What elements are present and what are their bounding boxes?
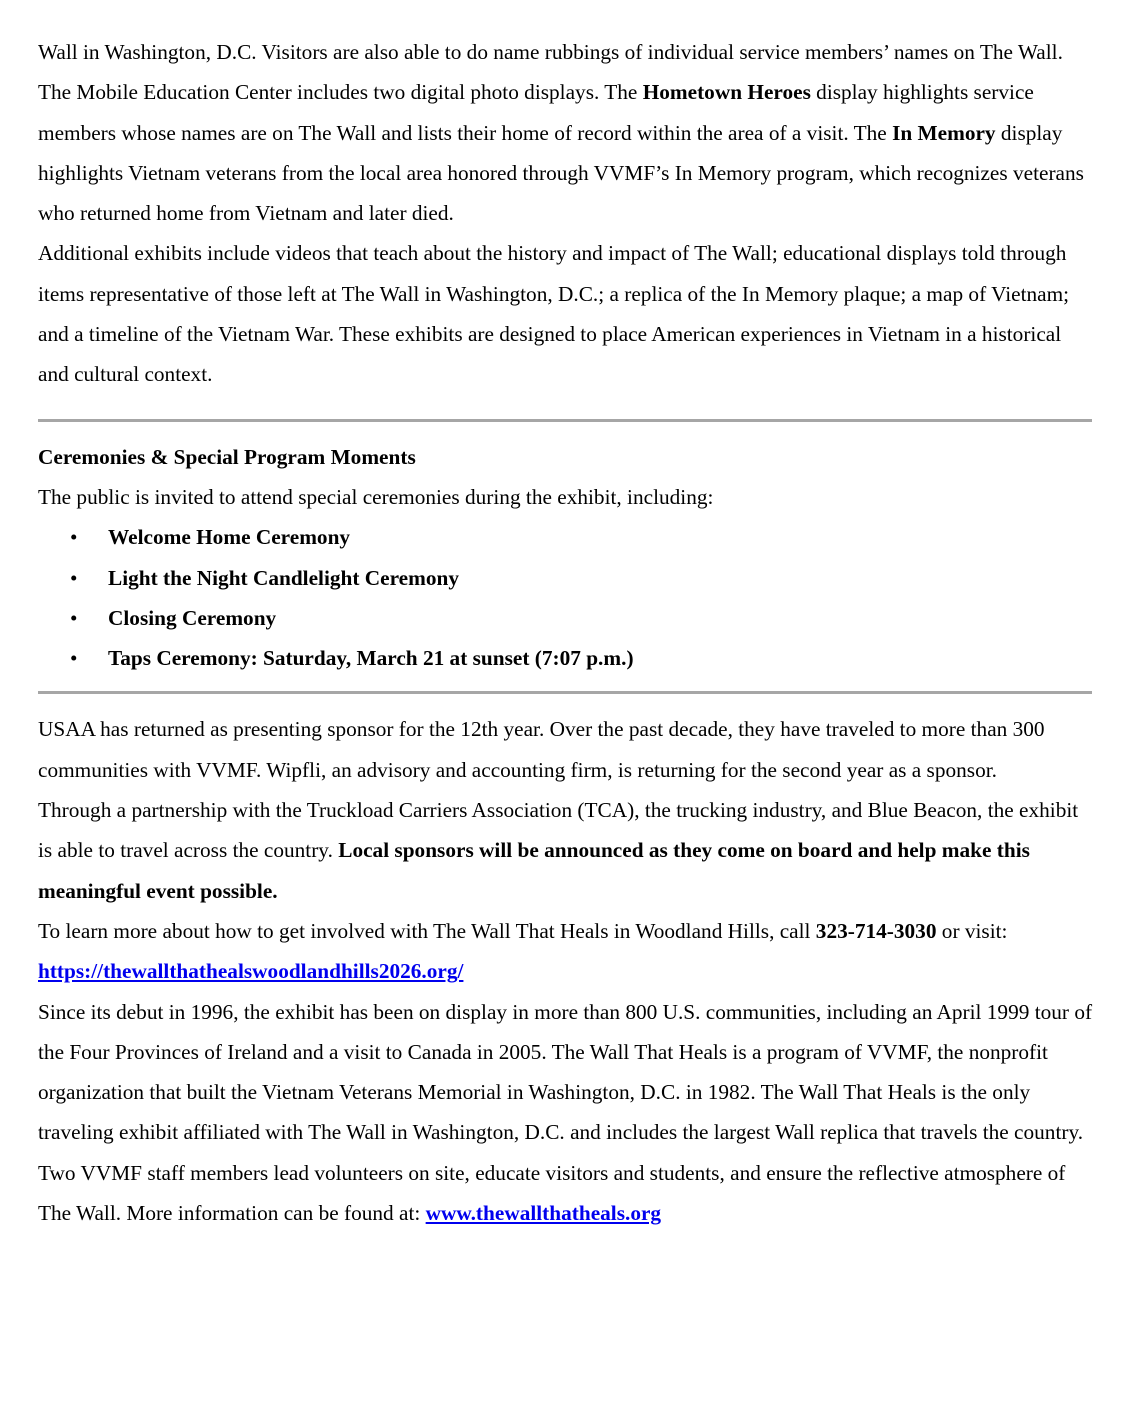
- text-run: or visit:: [936, 918, 1008, 943]
- sponsors-paragraph: USAA has returned as presenting sponsor for the 12th year. Over the past decade, they have traveled to more than 300 communities with VVMF. Wipfli, an advisory and accounting firm, is returning for the second year as a sponsor.: [38, 717, 1045, 782]
- ceremonies-intro: The public is invited to attend special ceremonies during the exhibit, including:: [38, 484, 714, 509]
- ceremony-list: [38, 517, 1096, 678]
- list-item: [38, 638, 1096, 678]
- history-paragraph: Since its debut in 1996, the exhibit has been on display in more than 800 U.S. communities, including an April 1999 tour of the Four Provinces of Ireland and a visit to Canada in 2005. The Wall That Heals is a program of VVMF, the nonprofit organization that built the Vietnam Veterans Memorial in Washington, D.C. in 1982. The Wall That Heals is the only traveling exhibit affiliated with The Wall in Washington, D.C. and includes the largest Wall replica that travels the country.: [38, 999, 1093, 1145]
- ceremonies-heading: Ceremonies & Special Program Moments: [38, 444, 416, 469]
- ceremony-name: Taps Ceremony: Saturday, March 21 at sunset (7:07 p.m.): [108, 646, 634, 671]
- hometown-heroes-label: Hometown Heroes: [642, 80, 811, 105]
- staff-paragraph: [38, 1153, 1096, 1234]
- intro-paragraph-2: [38, 72, 1096, 233]
- text-run: Through a partnership with the Truckload Carriers Association (TCA), the trucking industry, and Blue Beacon, the exhibit is able to travel across the country.: [38, 798, 1079, 863]
- bullet-icon: •: [70, 565, 78, 590]
- intro-paragraph-1: Wall in Washington, D.C. Visitors are also able to do name rubbings of individual service members’ names on The Wall.: [38, 40, 1063, 64]
- ceremony-name: Closing Ceremony: [108, 605, 277, 630]
- text-run: To learn more about how to get involved with The Wall That Heals in Woodland Hills, call: [38, 918, 816, 943]
- ceremony-name: Light the Night Candlelight Ceremony: [108, 565, 460, 590]
- local-sponsors-note: Local sponsors will be announced as they come on board and help make this meaningful event possible.: [38, 838, 1030, 903]
- text-run: Two VVMF staff members lead volunteers on site, educate visitors and students, and ensure the reflective atmosphere of The Wall. More information can be found at:: [38, 1160, 1066, 1226]
- document-page: [38, 32, 1096, 1233]
- list-item: [38, 598, 1096, 638]
- ceremony-name: Welcome Home Ceremony: [108, 525, 351, 550]
- text-run: display highlights service members whose names are on The Wall and lists their home of record within the area of a visit. The: [38, 80, 1034, 145]
- list-item: [38, 558, 1096, 598]
- bullet-icon: •: [70, 605, 78, 630]
- intro-paragraph-3: Additional exhibits include videos that teach about the history and impact of The Wall; educational displays told through items representative of those left at The Wall in Washington, D.C.; a replica of the In Memory plaque; a map of Vietnam; and a timeline of the Vietnam War. These exhibits are designed to place American experiences in Vietnam in a historical and cultural context.: [38, 241, 1070, 387]
- bullet-icon: •: [70, 525, 78, 550]
- section-divider: [38, 691, 1092, 694]
- list-item: [38, 517, 1096, 557]
- text-run: display highlights Vietnam veterans from the local area honored through VVMF’s In Memory program, which recognizes veterans who returned home from Vietnam and later died.: [38, 120, 1084, 226]
- in-memory-label: In Memory: [892, 120, 996, 145]
- local-link-line: [38, 951, 1096, 991]
- section-divider: [38, 419, 1092, 422]
- local-website-link[interactable]: https://thewallthathealswoodlandhills2026.org/: [38, 959, 464, 984]
- bullet-icon: •: [70, 646, 78, 671]
- partnership-paragraph: [38, 790, 1096, 911]
- main-website-link[interactable]: www.thewallthatheals.org: [425, 1201, 662, 1226]
- contact-paragraph: [38, 911, 1096, 951]
- text-run: The Mobile Education Center includes two digital photo displays. The: [38, 80, 643, 105]
- phone-number: 323-714-3030: [815, 918, 937, 943]
